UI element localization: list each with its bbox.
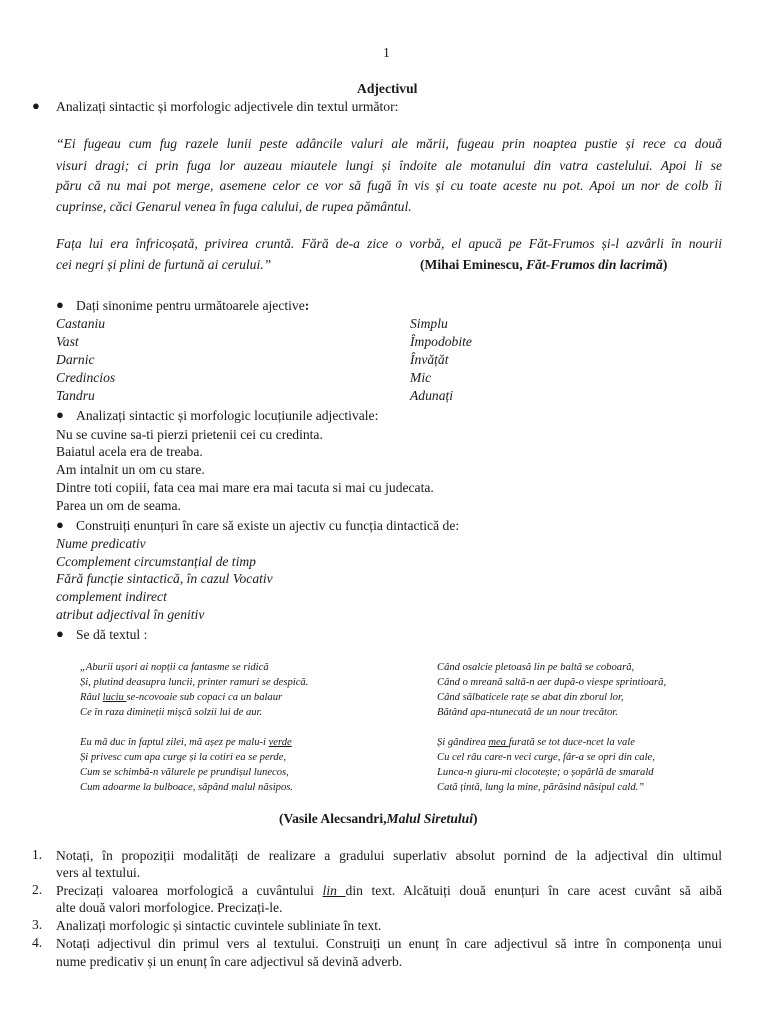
- task-2-label: Dați sinonime pentru următoarele ajective: [76, 298, 305, 313]
- quote-line-1: “Ei fugeau cum fug razele lunii peste adâncile valuri ale mării, fugeau prin noaptea pustie și rece ca două: [56, 136, 722, 151]
- poem-line: Cu cel râu care-n veci curge, făr-a se opri din cale,: [437, 752, 655, 763]
- function-item: complement indirect: [56, 589, 167, 604]
- poem-line: Când osalcie pletoasă lin pe baltă se coboară,: [437, 662, 635, 673]
- poem-line: [80, 735, 292, 750]
- poem-line: [437, 735, 635, 750]
- question-text: [56, 882, 722, 900]
- poem-line: Și privesc cum apa curge și la cotiri ea se perde,: [80, 752, 287, 763]
- question-text: Analizați morfologic și sintactic cuvintele subliniate în text.: [56, 918, 382, 933]
- locution-sentence: Dintre toti copiii, fata cea mai mare era mai tacuta si mai cu judecata.: [56, 480, 434, 495]
- task-5-text: Se dă textul :: [76, 627, 148, 642]
- poem-line: [80, 690, 282, 705]
- task-4-text: Construiți enunțuri în care să existe un ajectiv cu funcția dintactică de:: [76, 518, 460, 533]
- poem-segment: se-ncovoaie sub copaci ca un balaur: [126, 692, 283, 703]
- locution-sentence: Parea un om de seama.: [56, 498, 181, 513]
- bullet-icon: ●: [56, 626, 64, 641]
- quote-line-4: cuprinse, căci Genarul venea în fuga calului, de rupea pământul.: [56, 199, 412, 214]
- task-1-text: Analizați sintactic și morfologic adjectivele din textul următor:: [56, 99, 399, 114]
- quote-line-6: cei negri și plini de furtună ai cerului.”: [56, 257, 272, 272]
- locution-sentence: Baiatul acela era de treaba.: [56, 444, 203, 459]
- poem-attribution-close: ): [473, 811, 478, 826]
- question-segment: Precizați valoarea morfologică a cuvântului: [56, 883, 323, 898]
- question-text: Notați adjectivul din primul vers al textului. Construiți un enunț în care adjectivul să intre în componența unui: [56, 936, 722, 951]
- function-item: Ccomplement circumstanțial de timp: [56, 554, 256, 569]
- question-number: 1.: [32, 847, 43, 862]
- task-2-colon: :: [304, 298, 310, 313]
- attribution-close: ): [662, 257, 668, 272]
- poem-segment: Râul: [80, 692, 103, 703]
- page-title: Adjectivul: [357, 81, 418, 96]
- poem-line: „Aburii ușori ai nopții ca fantasme se ridică: [80, 662, 269, 673]
- attribution-title: Făt-Frumos din lacrimă: [526, 257, 663, 272]
- question-number: 4.: [32, 935, 43, 950]
- poem-line: Când o mreană saltă-n aer după-o viespe sprintioară,: [437, 677, 667, 688]
- poem-attribution-title: Malul Siretului: [386, 811, 474, 826]
- bullet-icon: ●: [56, 517, 64, 532]
- synonym-word: Învățăt: [410, 352, 449, 367]
- quote-line-3: păru că nu mai pot merge, asemene celor ce vor să fugă în vis și cu toate aceste nu pot. Apoi un nor de colb îi: [56, 178, 722, 193]
- synonym-word: Simplu: [410, 316, 448, 331]
- task-3-text: Analizați sintactic și morfologic locuțiunile adjectivale:: [76, 408, 379, 423]
- bullet-icon: ●: [56, 407, 64, 422]
- attribution-author: (Mihai Eminescu,: [420, 257, 527, 272]
- poem-line: Când sălbaticele rațe se abat din zborul lor,: [437, 692, 624, 703]
- poem-segment: furată se tot duce-ncet la vale: [508, 737, 635, 748]
- synonym-word: Mic: [410, 370, 432, 385]
- synonym-word: Tandru: [56, 388, 95, 403]
- function-item: Fără funcție sintactică, în cazul Vocativ: [56, 571, 273, 586]
- underlined-word-luciu: luciu: [102, 692, 127, 703]
- synonym-word: Credincios: [56, 370, 116, 385]
- locution-sentence: Nu se cuvine sa-ti pierzi prietenii cei cu credinta.: [56, 427, 323, 442]
- question-text: vers al textului.: [56, 865, 141, 880]
- poem-attribution-author: (Vasile Alecsandri,: [279, 811, 387, 826]
- poem-line: Cată țintă, lung la mine, părăsind năsipul cald.”: [437, 782, 645, 793]
- synonym-word: Adunați: [410, 388, 454, 403]
- bullet-icon: ●: [32, 98, 40, 113]
- poem-line: Cum adoarme la bulboace, săpând malul năsipos.: [80, 782, 294, 793]
- quote-attribution: [420, 256, 667, 274]
- page-number: 1: [383, 45, 390, 60]
- question-number: 2.: [32, 882, 43, 897]
- poem-line: Lunca-n giuru-mi clocotește; o șopârlă de smarald: [437, 767, 654, 778]
- quote-line-2: visuri dragi; ci prin fuga lor auzeau miautele lungi și îndoite ale motanului din vatra castelului. Apoi li se: [56, 158, 722, 173]
- poem-attribution: [279, 810, 478, 828]
- question-segment: din text. Alcătuiți două enunțuri în care acest cuvânt să aibă: [345, 883, 723, 898]
- function-item: Nume predicativ: [56, 536, 146, 551]
- poem-segment: Și gândirea: [437, 737, 489, 748]
- question-number: 3.: [32, 917, 43, 932]
- synonym-word: Darnic: [56, 352, 95, 367]
- question-text: alte două valori morfologice. Precizați-le.: [56, 900, 283, 915]
- function-item: atribut adjectival în genitiv: [56, 607, 205, 622]
- synonym-word: Castaniu: [56, 316, 106, 331]
- underlined-word-lin: lin: [322, 883, 346, 898]
- underlined-word-mea: mea: [488, 737, 509, 748]
- poem-line: Cum se schimbă-n vălurele pe prundișul lunecos,: [80, 767, 289, 778]
- question-text: Notați, în propoziții modalități de realizare a gradului superlativ absolut pornind de la adjectival din ultimul: [56, 848, 722, 863]
- poem-segment: Eu mă duc în faptul zilei, mă așez pe malu-i: [80, 737, 269, 748]
- poem-line: Și, plutind deasupra luncii, printer ramuri se despică.: [80, 677, 309, 688]
- synonym-word: Împodobite: [410, 334, 472, 349]
- question-text: nume predicativ și un enunț în care adjectivul să devină adverb.: [56, 954, 403, 969]
- bullet-icon: ●: [56, 297, 64, 312]
- locution-sentence: Am intalnit un om cu stare.: [56, 462, 205, 477]
- task-2-text: [76, 297, 309, 315]
- underlined-word-verde: verde: [268, 737, 292, 748]
- poem-line: Ce în raza dimineții mișcă solzii lui de aur.: [80, 707, 263, 718]
- poem-line: Bătând apa-ntunecată de un nour trecător.: [437, 707, 618, 718]
- quote-line-5: Fața lui era înfricoșată, privirea cruntă. Fără de-a zice o vorbă, el apucă pe Făt-Frumos și-l azvârli în nourii: [56, 236, 722, 251]
- synonym-word: Vast: [56, 334, 79, 349]
